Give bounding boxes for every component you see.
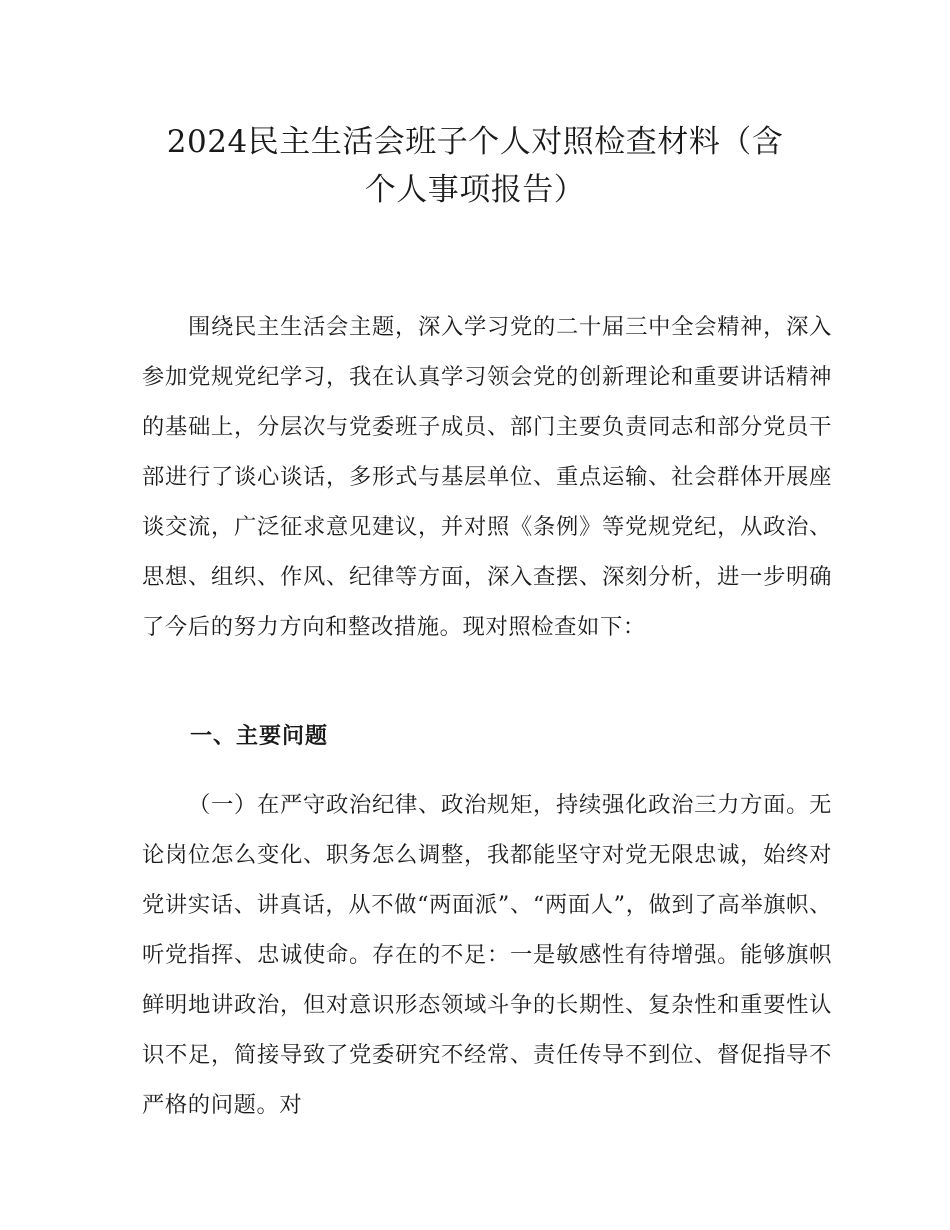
title-line-1: 2024民主生活会班子个人对照检查材料（含	[166, 124, 784, 160]
section-heading-main-problems: 一、主要问题	[190, 724, 329, 749]
title-line-2: 个人事项报告）	[364, 172, 586, 208]
intro-paragraph: 围绕民主生活会主题，深入学习党的二十届三中全会精神，深入参加党规党纪学习，我在认真学习领会党的创新理论和重要讲话精神的基础上，分层次与党委班子成员、部门主要负责同志和部分党员干部进行了谈心谈话，多形式与基层单位、重点运输、社会群体开展座谈交流，广泛征求意见建议，并对照《条例》等党规党纪，从政治、思想、组织、作风、纪律等方面，深入查摆、深刻分析，进一步明确了今后的努力方向和整改措施。现对照检查如下：	[142, 314, 832, 640]
document-title	[100, 118, 850, 214]
problem-paragraph-1: （一）在严守政治纪律、政治规矩，持续强化政治三力方面。无论岗位怎么变化、职务怎么调整，我都能坚守对党无限忠诚，始终对党讲实话、讲真话，从不做“两面派”、“两面人”，做到了高举旗帜、听党指挥、忠诚使命。存在的不足：一是敏感性有待增强。能够旗帜鲜明地讲政治，但对意识形态领域斗争的长期性、复杂性和重要性认识不足，简接导致了党委研究不经常、责任传导不到位、督促指导不严格的问题。对	[142, 792, 832, 1118]
